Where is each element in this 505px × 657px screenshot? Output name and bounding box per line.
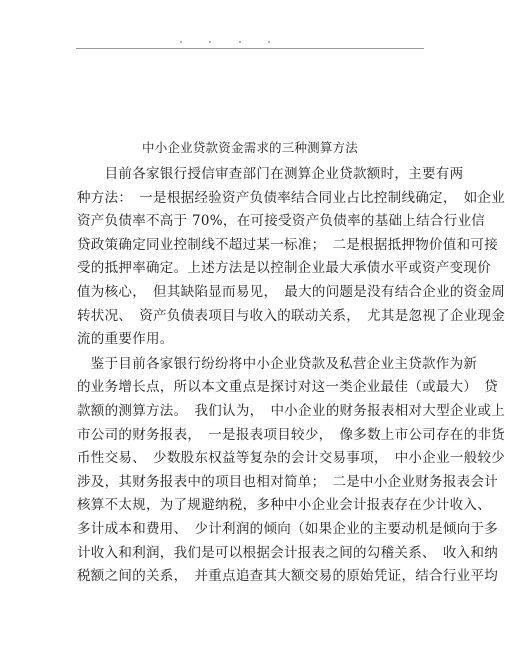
header-mark <box>239 41 241 43</box>
document-title: 中小企业贷款资金需求的三种测算方法 <box>142 140 358 155</box>
header-marks <box>180 41 270 47</box>
text-line: 的业务增长点，所以本文重点是探讨对这一类企业最佳（或最大） 贷 <box>77 379 499 396</box>
text-line: 鉴于目前各家银行纷纷将中小企业贷款及私营企业主贷款作为新 <box>77 355 478 372</box>
text-line: 核算不太规，为了规避纳税，多种中小企业会计报表存在少计收入、 <box>77 497 491 514</box>
text-line: 值为核心， 但其缺陷显而易见， 最大的问题是没有结合企业的资金周 <box>77 283 505 300</box>
text-line: 转状况、 资产负债表项目与收入的联动关系， 尤其是忽视了企业现金 <box>77 307 505 324</box>
text-line: 目前各家银行授信审查部门在测算企业贷款额时，主要有两 <box>77 166 464 182</box>
header-rule <box>76 48 424 49</box>
header-mark <box>180 41 182 43</box>
header-mark <box>209 41 211 43</box>
text-line: 资产负债率不高于 70%，在可接受资产负债率的基础上结合行业信 <box>77 213 486 230</box>
text-line: 多计成本和费用、 少计利润的倾向（如果企业的主要动机是倾向于多 <box>77 520 499 537</box>
text-line: 计收入和利润，我们是可以根据会计报表之间的勾稽关系、 收入和纳 <box>77 544 499 561</box>
header-mark <box>268 41 270 43</box>
text-line: 涉及，其财务报表中的项目也相对简单； 二是中小企业财务报表会计 <box>77 473 499 490</box>
text-line: 税额之间的关系， 并重点追查其大额交易的原始凭证，结合行业平均 <box>77 568 499 585</box>
text-line: 市公司的财务报表， 一是报表项目较少， 像多数上市公司存在的非货 <box>77 426 505 443</box>
text-line: 贷政策确定同业控制线不超过某一标准； 二是根据抵押物价值和可接 <box>77 236 499 253</box>
text-line: 受的抵押率确定。上述方法是以控制企业最大承债水平或资产变现价 <box>77 260 491 277</box>
paragraph-1 <box>77 163 505 352</box>
text-line: 流的重要作用。 <box>77 331 174 348</box>
text-line: 种方法： 一是根据经验资产负债率结合同业占比控制线确定， 如企业 <box>77 189 505 206</box>
paragraph-2 <box>77 353 505 589</box>
text-line: 币性交易、 少数股东权益等复杂的会计交易事项， 中小企业一般较少 <box>77 450 505 467</box>
document-body <box>77 163 505 589</box>
text-line: 款额的测算方法。 我们认为， 中小企业的财务报表相对大型企业或上 <box>77 402 505 419</box>
